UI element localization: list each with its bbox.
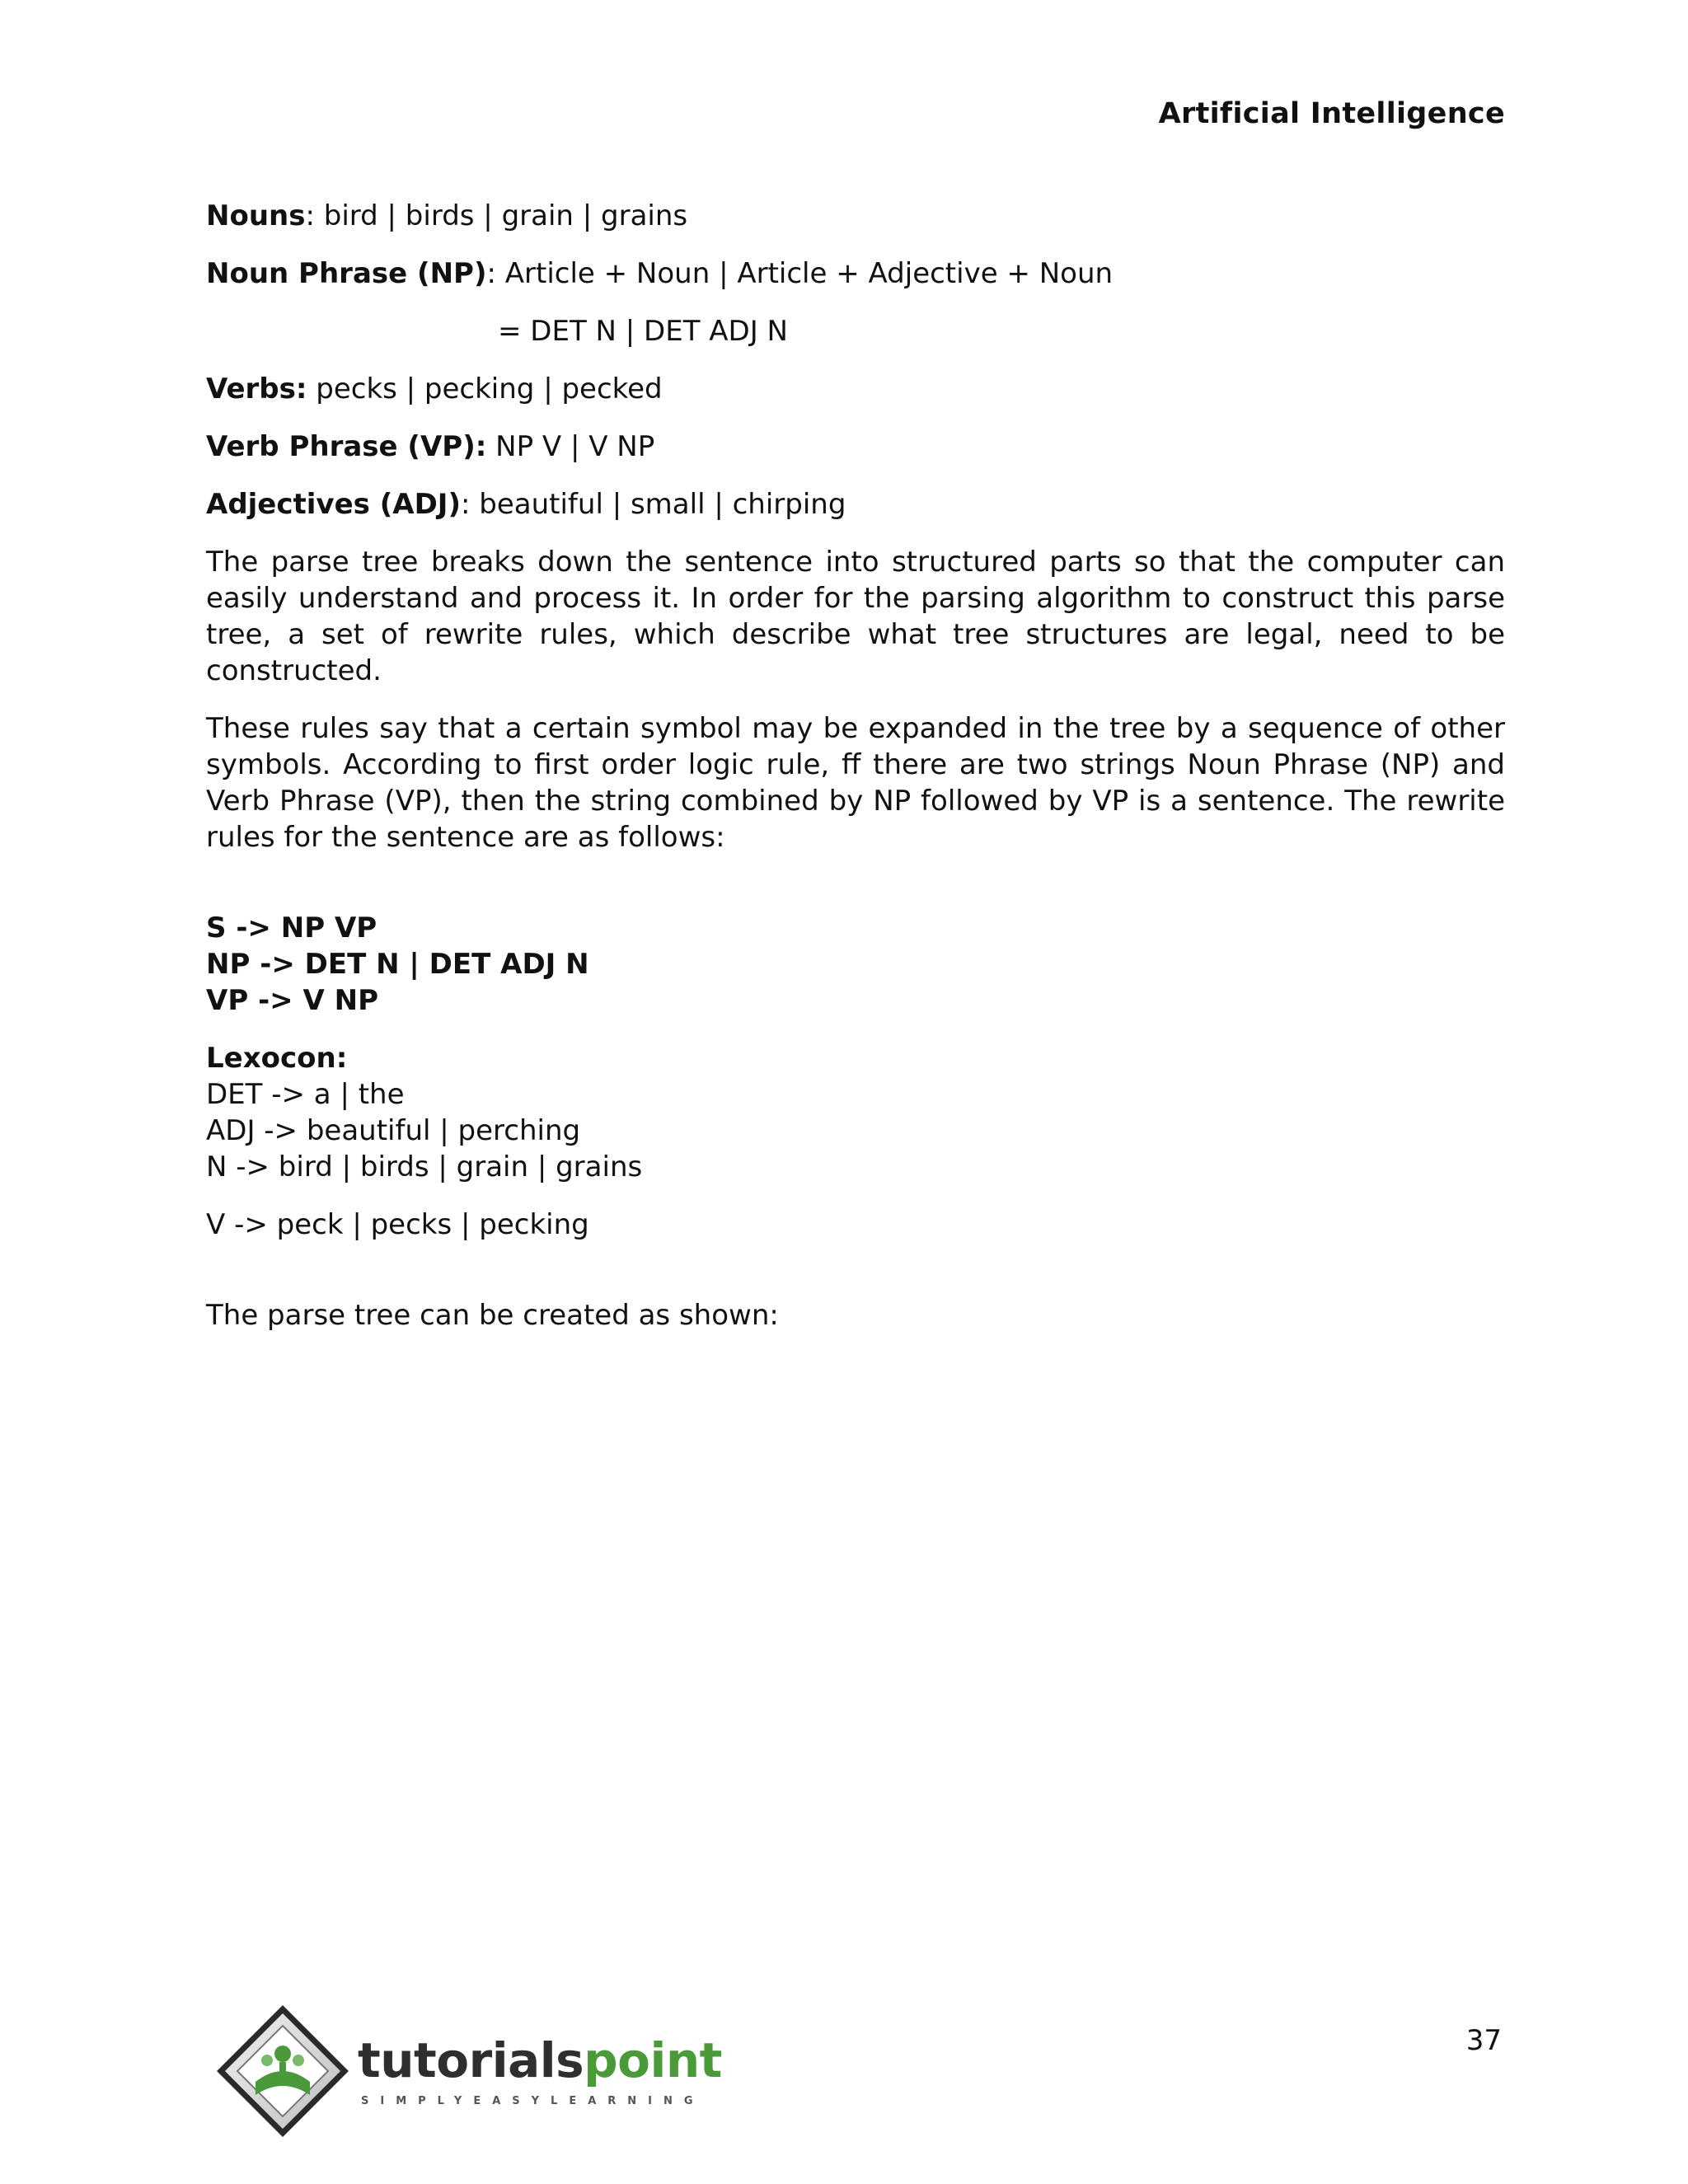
definition-noun-phrase	[206, 255, 1505, 292]
paragraph-parse-tree: The parse tree breaks down the sentence into structured parts so that the computer can easily understand and process it. In order for the parsing algorithm to construct this parse tree, a set of rewrite rules, which describe what tree structures are legal, need to be constructed.	[206, 546, 1505, 687]
definition-verb-phrase	[206, 429, 1505, 465]
logo-diamond-icon	[213, 2003, 353, 2143]
paragraph-rewrite-rules: These rules say that a certain symbol may be expanded in the tree by a sequence of other symbols. According to first order logic rule, ff there are two strings Noun Phrase (NP) and Verb Phrase (VP), then the string combined by NP followed by VP is a sentence. The rewrite rules for the sentence are as follows:	[206, 712, 1505, 854]
definition-adjectives	[206, 486, 1505, 523]
rule-line: S -> NP VP	[206, 912, 377, 944]
definition-text: : Article + Noun | Article + Adjective + Noun	[486, 257, 1114, 290]
lexicon-verb-entry: V -> peck | pecks | pecking	[206, 1208, 589, 1241]
page-content	[206, 198, 1505, 1333]
definition-text: : bird | birds | grain | grains	[305, 199, 688, 232]
lexicon-entry: N -> bird | birds | grain | grains	[206, 1151, 643, 1183]
rewrite-rules	[206, 910, 1505, 1019]
closing-sentence: The parse tree can be created as shown:	[206, 1299, 779, 1332]
definition-text: pecks | pecking | pecked	[307, 373, 663, 405]
page-header-title: Artificial Intelligence	[1158, 97, 1505, 130]
definition-nouns	[206, 198, 1505, 234]
tutorialspoint-logo	[213, 2003, 740, 2143]
definition-verbs	[206, 371, 1505, 407]
lexicon	[206, 1040, 1505, 1185]
definition-text: : beautiful | small | chirping	[461, 488, 846, 521]
rule-line: NP -> DET N | DET ADJ N	[206, 948, 589, 981]
logo-wordmark: tutorialspoint	[358, 2032, 722, 2088]
lexicon-entry: ADJ -> beautiful | perching	[206, 1114, 581, 1147]
term-label: Verbs:	[206, 373, 307, 405]
definition-text: NP V | V NP	[486, 430, 655, 463]
term-label: Noun Phrase (NP)	[206, 257, 487, 290]
lexicon-heading: Lexocon:	[206, 1042, 348, 1075]
term-label: Verb Phrase (VP):	[206, 430, 487, 463]
term-label: Nouns	[206, 199, 306, 232]
term-label: Adjectives (ADJ)	[206, 488, 461, 521]
logo-tagline: SIMPLYEASYLEARNING	[361, 2095, 705, 2107]
lexicon-entry: DET -> a | the	[206, 1078, 405, 1111]
rule-line: VP -> V NP	[206, 984, 379, 1017]
noun-phrase-equivalence: = DET N | DET ADJ N	[498, 315, 788, 348]
page-number: 37	[1465, 2024, 1502, 2057]
